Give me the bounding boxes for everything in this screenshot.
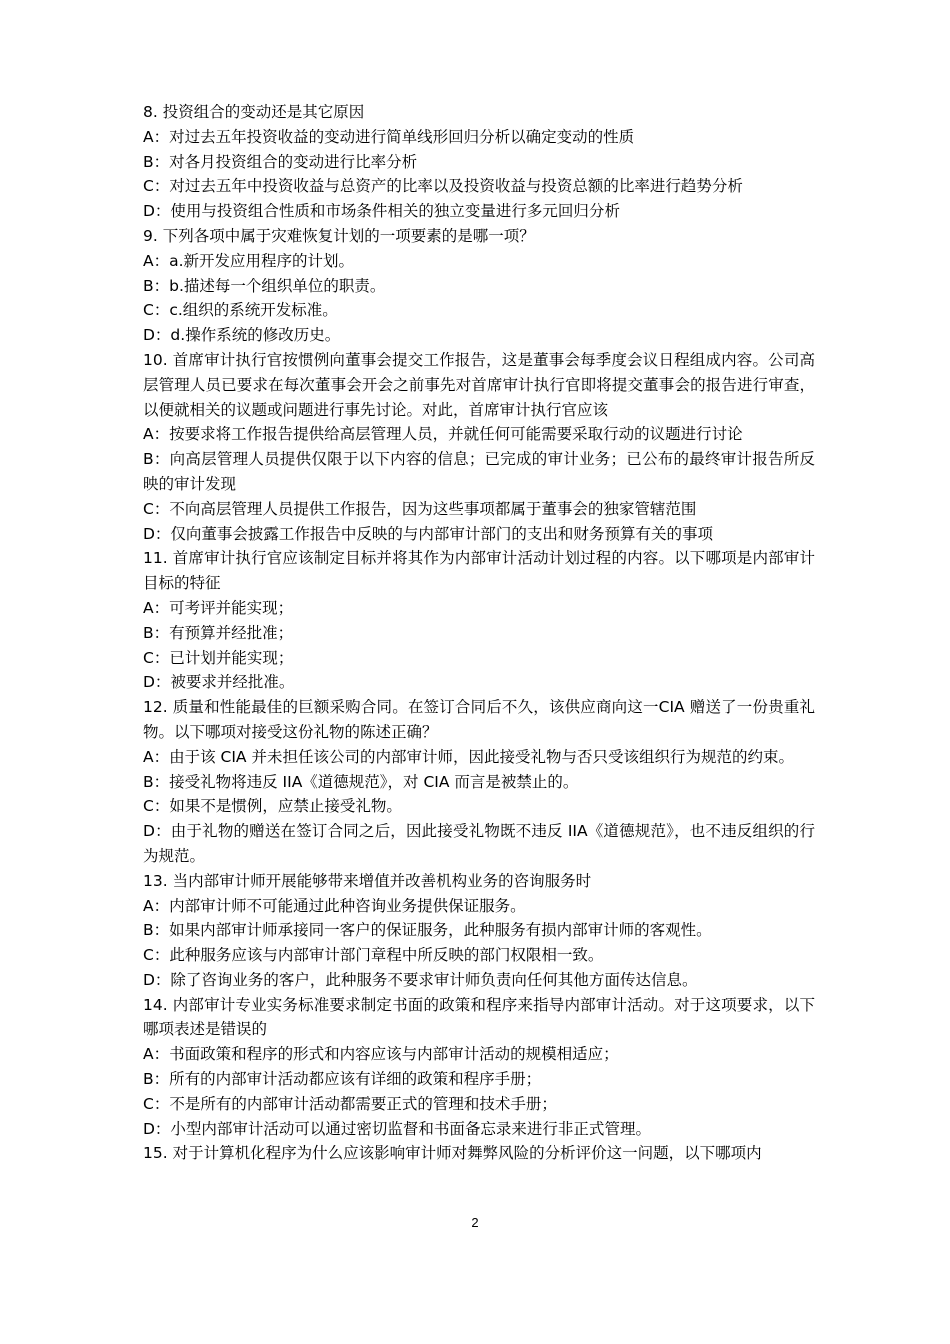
text-line: A：由于该 CIA 并未担任该公司的内部审计师，因此接受礼物与否只受该组织行为规范的约束。	[143, 747, 794, 766]
text-line: C：c.组织的系统开发标准。	[143, 301, 338, 320]
text-line: D：由于礼物的赠送在签订合同之后，因此接受礼物既不违反 IIA《道德规范》，也不违反组织的行为规范。	[143, 822, 815, 865]
text-line: C：不向高层管理人员提供工作报告，因为这些事项都属于董事会的独家管辖范围	[143, 499, 697, 518]
text-line: C：如果不是惯例，应禁止接受礼物。	[143, 797, 402, 816]
text-line: D：使用与投资组合性质和市场条件相关的独立变量进行多元回归分析	[143, 202, 620, 221]
text-line: B：如果内部审计师承接同一客户的保证服务，此种服务有损内部审计师的客观性。	[143, 921, 712, 940]
text-line: A：书面政策和程序的形式和内容应该与内部审计活动的规模相适应；	[143, 1045, 619, 1064]
text-line: B：b.描述每一个组织单位的职责。	[143, 276, 386, 295]
text-line: D：仅向董事会披露工作报告中反映的与内部审计部门的支出和财务预算有关的事项	[143, 524, 713, 543]
text-line: A：a.新开发应用程序的计划。	[143, 251, 355, 270]
page-number: 2	[471, 1215, 479, 1230]
text-line: 15. 对于计算机化程序为什么应该影响审计师对舞弊风险的分析评价这一问题，以下哪项内	[143, 1144, 762, 1163]
text-line: C：对过去五年中投资收益与总资产的比率以及投资收益与投资总额的比率进行趋势分析	[143, 177, 743, 196]
text-line: A：内部审计师不可能通过此种咨询业务提供保证服务。	[143, 896, 526, 915]
text-line: A：对过去五年投资收益的变动进行简单线形回归分析以确定变动的性质	[143, 127, 635, 146]
text-line: 8. 投资组合的变动还是其它原因	[143, 103, 365, 121]
page-body	[143, 100, 815, 1166]
text-line: 12. 质量和性能最佳的巨额采购合同。在签订合同后不久，该供应商向这一CIA 赠送了一份贵重礼物。以下哪项对接受这份礼物的陈述正确？	[143, 698, 815, 741]
text-line: 10. 首席审计执行官按惯例向董事会提交工作报告，这是董事会每季度会议日程组成内容。公司高层管理人员已要求在每次董事会开会之前事先对首席审计执行官即将提交董事会的报告进行审查，以便就相关的议题或问题进行事先讨论。对此，首席审计执行官应该	[143, 350, 815, 419]
text-line: C：此种服务应该与内部审计部门章程中所反映的部门权限相一致。	[143, 946, 604, 965]
text-line: 13. 当内部审计师开展能够带来增值并改善机构业务的咨询服务时	[143, 871, 592, 890]
text-line: 11. 首席审计执行官应该制定目标并将其作为内部审计活动计划过程的内容。以下哪项是内部审计目标的特征	[143, 549, 815, 593]
text-line: B：对各月投资组合的变动进行比率分析	[143, 152, 418, 171]
text-line: 14. 内部审计专业实务标准要求制定书面的政策和程序来指导内部审计活动。对于这项要求，以下哪项表述是错误的	[143, 995, 815, 1039]
text-line: B：所有的内部审计活动都应该有详细的政策和程序手册；	[143, 1070, 542, 1089]
text-line: 9. 下列各项中属于灾难恢复计划的一项要素的是哪一项？	[143, 226, 535, 245]
text-line: A：按要求将工作报告提供给高层管理人员，并就任何可能需要采取行动的议题进行讨论	[143, 425, 743, 444]
text-line: C：不是所有的内部审计活动都需要正式的管理和技术手册；	[143, 1094, 557, 1113]
text-line: B：向高层管理人员提供仅限于以下内容的信息；已完成的审计业务；已公布的最终审计报告所反映的审计发现	[143, 450, 815, 493]
text-line: C：已计划并能实现；	[143, 648, 294, 667]
text-line: A：可考评并能实现；	[143, 598, 294, 617]
text-line: B：接受礼物将违反 IIA《道德规范》，对 CIA 而言是被禁止的。	[143, 772, 579, 791]
text-line: D：小型内部审计活动可以通过密切监督和书面备忘录来进行非正式管理。	[143, 1119, 651, 1138]
text-line: B：有预算并经批准；	[143, 623, 294, 642]
text-line: D：除了咨询业务的客户，此种服务不要求审计师负责向任何其他方面传达信息。	[143, 970, 698, 989]
text-line: D：被要求并经批准。	[143, 673, 295, 692]
text-line: D：d.操作系统的修改历史。	[143, 326, 341, 345]
